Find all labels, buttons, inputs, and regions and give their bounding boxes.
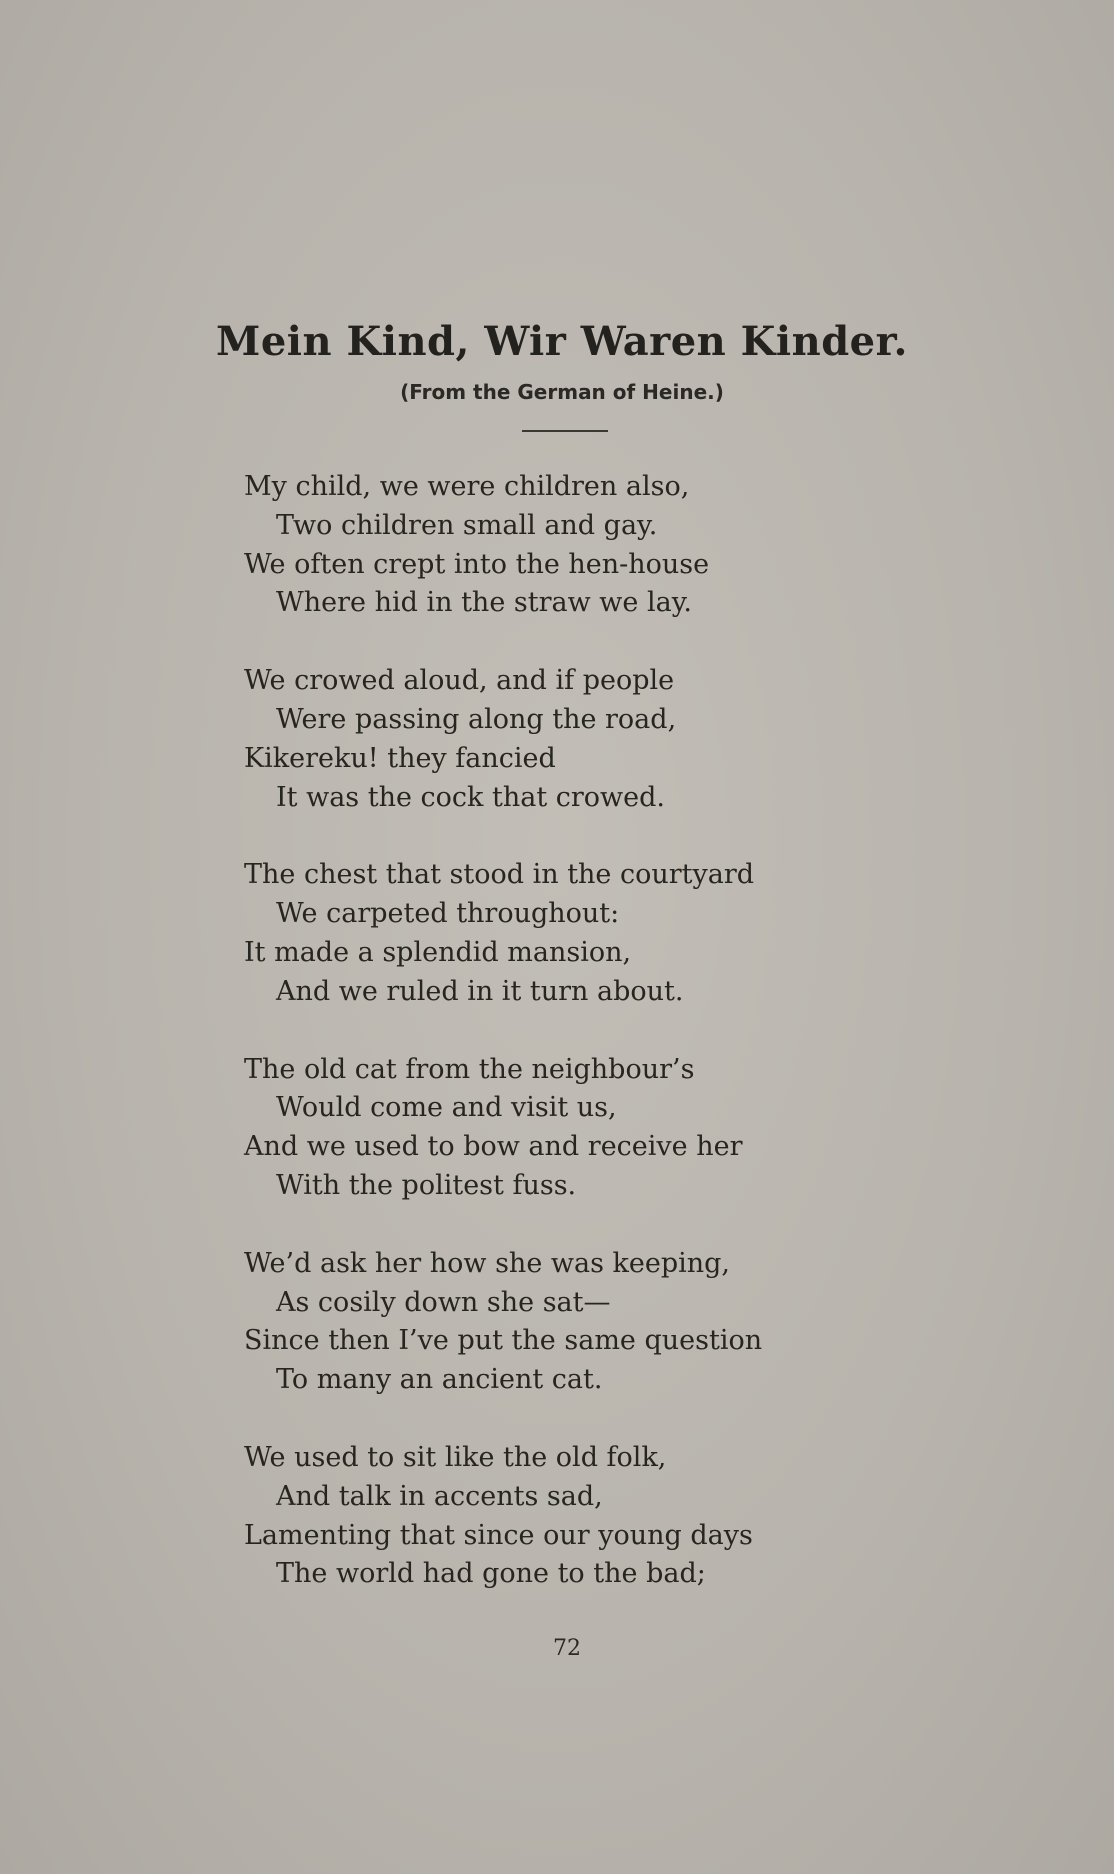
stanza-6: [244, 1439, 1064, 1594]
poem-line: With the politest fuss.: [276, 1169, 577, 1201]
poem-line: Where hid in the straw we lay.: [276, 587, 692, 619]
poem-line: Kikereku! they fancied: [244, 742, 556, 774]
poem-line: We’d ask her how she was keeping,: [244, 1247, 731, 1279]
stanza-1: [244, 468, 1064, 623]
poem-line: Since then I’ve put the same question: [244, 1325, 763, 1357]
poem-line: We crowed aloud, and if people: [244, 665, 675, 697]
poem-subtitle: (From the German of Heine.): [400, 380, 724, 404]
stanza-3: [244, 856, 1064, 1011]
poem-line: It was the cock that crowed.: [276, 781, 665, 813]
poem-line: And talk in accents sad,: [276, 1480, 603, 1512]
poem-title: Mein Kind, Wir Waren Kinder.: [216, 318, 908, 365]
poem-line: My child, we were children also,: [244, 471, 690, 502]
poem-line: Lamenting that since our young days: [244, 1519, 753, 1551]
poem-body: [244, 468, 1064, 1633]
stanza-5: [244, 1245, 1064, 1400]
poem-line: Would come and visit us,: [276, 1092, 617, 1124]
page-number: 72: [553, 1636, 581, 1661]
poem-line: And we used to bow and receive her: [244, 1131, 743, 1163]
poem-line: Two children small and gay.: [276, 509, 658, 541]
stanza-4: [244, 1051, 1064, 1206]
poem-line: Were passing along the road,: [276, 703, 677, 735]
poem-line: We often crept into the hen-house: [244, 548, 710, 580]
poem-line: To many an ancient cat.: [276, 1364, 603, 1396]
title-divider: [522, 430, 608, 432]
poem-line: We carpeted throughout:: [276, 898, 620, 930]
poem-line: As cosily down she sat—: [276, 1286, 611, 1318]
stanza-2: [244, 662, 1064, 817]
poem-line: And we ruled in it turn about.: [276, 975, 684, 1007]
poem-line: The old cat from the neighbour’s: [244, 1053, 695, 1085]
poem-line: It made a splendid mansion,: [244, 936, 632, 968]
poem-line: The chest that stood in the courtyard: [244, 859, 755, 891]
poem-line: The world had gone to the bad;: [276, 1558, 706, 1590]
poem-line: We used to sit like the old folk,: [244, 1441, 667, 1473]
